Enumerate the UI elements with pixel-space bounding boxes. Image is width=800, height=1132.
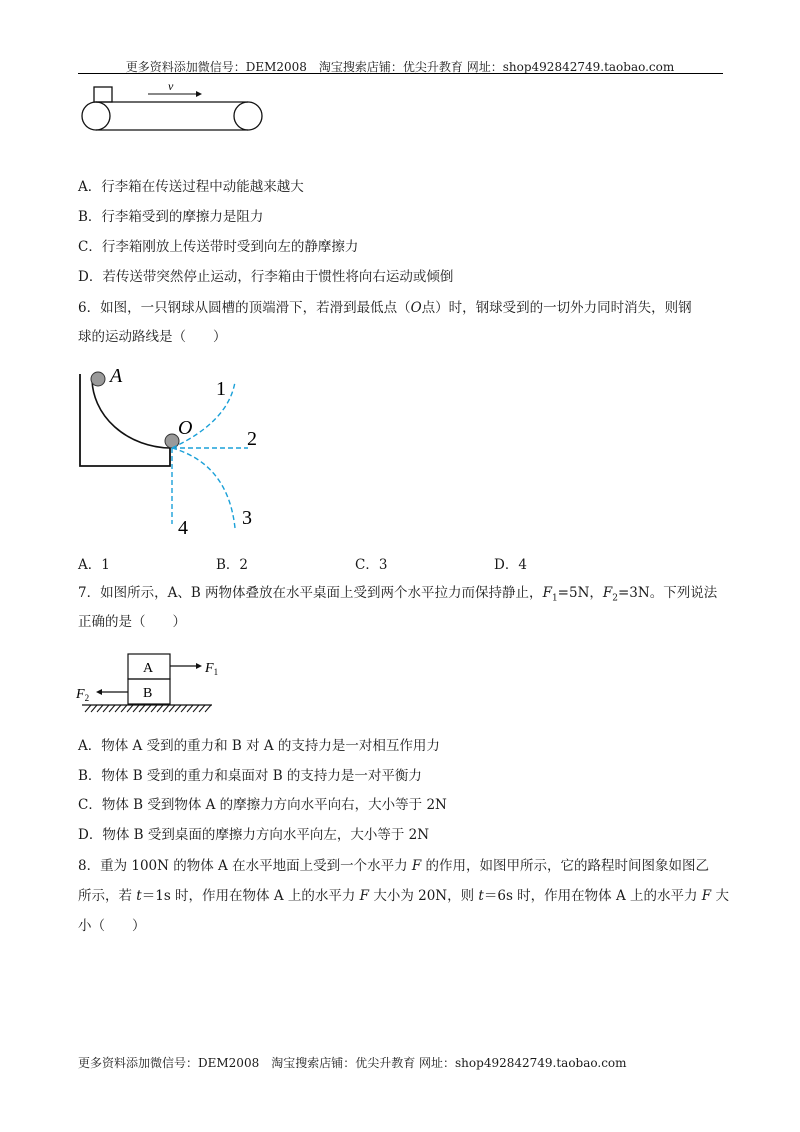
q5-option-c: C．行李箱刚放上传送带时受到向左的静摩擦力 xyxy=(78,239,359,255)
q8-stem-text-cont: 的作用，如图甲所示，它的路程时间图象如图乙 xyxy=(421,858,710,874)
q6-stem-line1 xyxy=(78,298,692,318)
ball-a xyxy=(91,372,105,386)
label-path-3: 3 xyxy=(242,507,252,529)
q5-option-b: B．行李箱受到的摩擦力是阻力 xyxy=(78,209,264,225)
ball-o xyxy=(165,434,179,448)
q8-force-symbol-1: F xyxy=(359,888,370,904)
q7-stem-text-cont: =3N。下列说法 xyxy=(618,585,718,601)
q7-stem-text: 7．如图所示，A、B 两物体叠放在水平桌面上受到两个水平拉力而保持静止， xyxy=(78,585,543,601)
q6-stem-text: 6．如图，一只钢球从圆槽的顶端滑下，若滑到最低点（ xyxy=(78,300,411,316)
page-footer: 更多资料添加微信号：DEM2008 淘宝搜索店铺：优尖升教育 网址：shop492842749.taobao.com xyxy=(78,1056,627,1070)
q6-figure xyxy=(70,362,290,542)
luggage-box xyxy=(94,87,112,102)
q7-option-a: A．物体 A 受到的重力和 B 对 A 的支持力是一对相互作用力 xyxy=(78,738,440,754)
ground-hatching xyxy=(85,705,211,712)
q6-option-a: A．1 xyxy=(78,557,110,573)
q8-stem-line1 xyxy=(78,856,709,876)
label-o: O xyxy=(178,417,193,439)
left-roller xyxy=(82,102,110,130)
q6-stem-line2: 球的运动路线是（ ） xyxy=(78,329,227,345)
q5-option-a: A．行李箱在传送过程中动能越来越大 xyxy=(78,179,304,195)
q8-stem-line3: 小（ ） xyxy=(78,918,146,934)
q7-stem-line2: 正确的是（ ） xyxy=(78,614,186,630)
path-3 xyxy=(172,448,235,528)
q6-point-o: O xyxy=(410,300,422,316)
velocity-arrow-head xyxy=(196,91,202,97)
q8-text-b: ＝1s 时，作用在物体 A 上的水平力 xyxy=(141,888,360,904)
label-path-2: 2 xyxy=(247,428,257,450)
block-a-label: A xyxy=(143,661,154,676)
q8-force-symbol: F xyxy=(411,858,422,874)
q6-option-d: D．4 xyxy=(494,557,527,573)
q8-t-symbol-1: t xyxy=(136,888,142,904)
f1-arrow-head xyxy=(196,663,202,669)
q5-option-d: D．若传送带突然停止运动，行李箱由于惯性将向右运动或倾倒 xyxy=(78,269,454,285)
label-path-1: 1 xyxy=(216,378,226,400)
label-a: A xyxy=(110,365,123,387)
q7-f2-subscript: 2 xyxy=(612,593,618,604)
q7-f1-subscript: 1 xyxy=(551,593,558,604)
q7-figure xyxy=(76,652,219,720)
groove-arc xyxy=(92,378,170,448)
header-divider xyxy=(78,73,723,74)
q8-text-e: 大 xyxy=(711,888,729,904)
page-header: 更多资料添加微信号：DEM2008 淘宝搜索店铺：优尖升教育 网址：shop492842749.taobao.com xyxy=(125,60,675,74)
q7-f1-value: =5N， xyxy=(557,585,603,601)
q8-stem-line2 xyxy=(78,886,729,906)
velocity-label: v xyxy=(168,79,174,93)
q8-t-symbol-2: t xyxy=(478,888,484,904)
q7-option-b: B．物体 B 受到的重力和桌面对 B 的支持力是一对平衡力 xyxy=(78,768,422,784)
label-path-4: 4 xyxy=(178,517,188,539)
q7-stem-line1 xyxy=(78,583,717,609)
q7-f1-symbol: F xyxy=(542,585,552,601)
f2-label: $F_2$ xyxy=(76,687,90,703)
f1-label: $F_1$ xyxy=(205,661,219,677)
q7-f2-symbol: F xyxy=(602,585,613,601)
block-b-label: B xyxy=(143,686,153,701)
q6-stem-text-cont: 点）时，钢球受到的一切外力同时消失，则钢 xyxy=(421,300,692,316)
q6-options xyxy=(78,553,698,573)
q7-option-d: D．物体 B 受到桌面的摩擦力方向水平向左，大小等于 2N xyxy=(78,827,430,843)
q6-option-c: C．3 xyxy=(355,557,388,573)
q8-text-d: ＝6s 时，作用在物体 A 上的水平力 xyxy=(483,888,702,904)
q7-option-c: C．物体 B 受到物体 A 的摩擦力方向水平向右，大小等于 2N xyxy=(78,797,447,813)
q6-option-b: B．2 xyxy=(216,557,249,573)
q8-stem-text: 8．重为 100N 的物体 A 在水平地面上受到一个水平力 xyxy=(78,858,412,874)
q8-text-a: 所示，若 xyxy=(78,888,137,904)
q8-text-c: 大小为 20N，则 xyxy=(369,888,479,904)
q8-force-symbol-2: F xyxy=(701,888,712,904)
conveyor-belt-figure xyxy=(78,79,268,136)
f2-arrow-head xyxy=(96,689,102,695)
right-roller xyxy=(234,102,262,130)
